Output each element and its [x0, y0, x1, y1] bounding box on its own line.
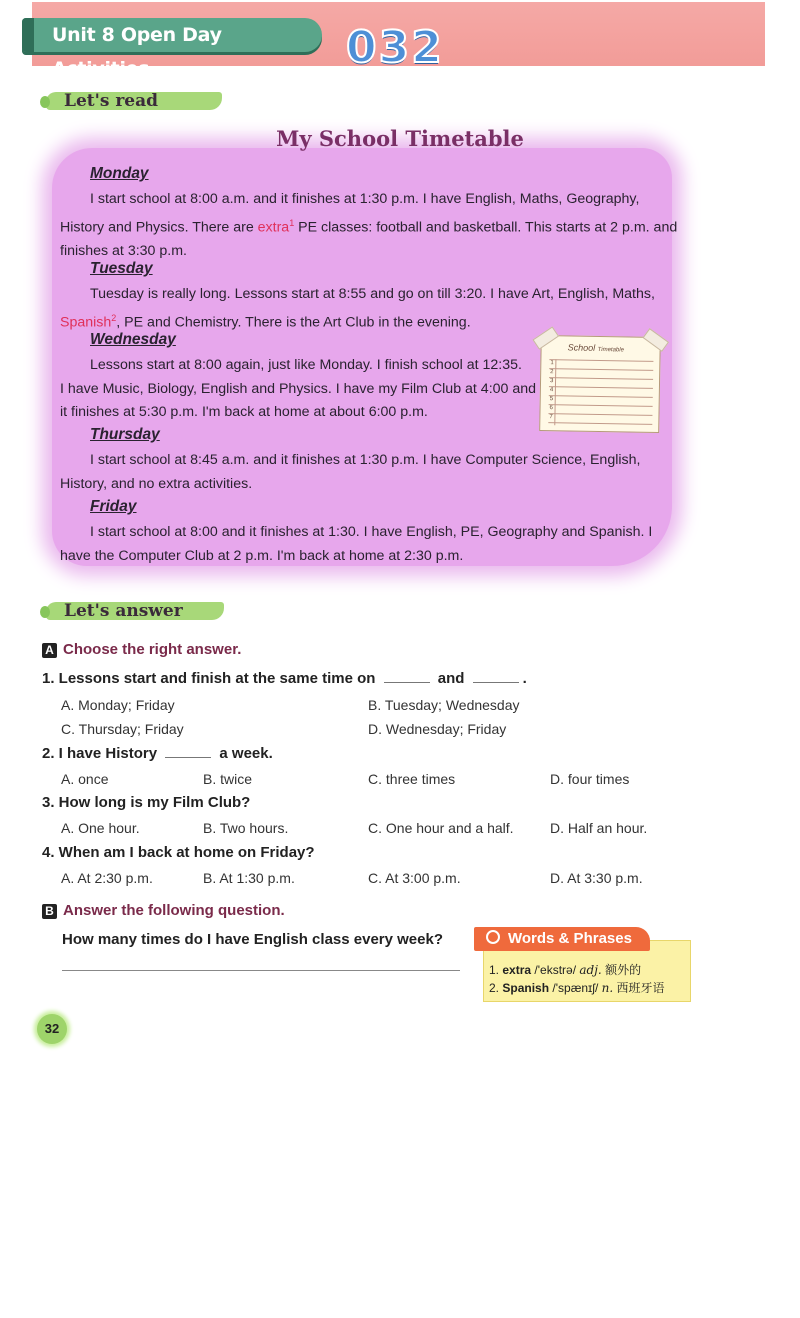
- note-title: School Timetable: [567, 342, 624, 354]
- lets-answer-label: Let's answer: [46, 600, 234, 622]
- paragraph-wednesday: Lessons start at 8:00 again, just like Monday. I finish school at 12:35. I have Music, Biology, English and Physics. I have my Film Club at 4:00 and it finishes at 5:30 p.m. I'm back at home at about 6:00 p.m.: [60, 357, 537, 420]
- option-1c[interactable]: C. Thursday; Friday: [61, 721, 184, 737]
- day-heading-monday: Monday: [90, 165, 149, 182]
- answer-line[interactable]: [62, 970, 460, 971]
- reading-title: My School Timetable: [276, 126, 524, 151]
- vocab-word-extra: extra: [257, 219, 290, 236]
- option-2c[interactable]: C. three times: [368, 771, 456, 787]
- option-3d[interactable]: D. Half an hour.: [550, 820, 648, 836]
- timetable-note-illustration: School Timetable 1 2 3 4 5 6 7: [539, 335, 661, 433]
- option-1b[interactable]: B. Tuesday; Wednesday: [368, 697, 520, 713]
- words-phrases-header: Words & Phrases: [474, 927, 650, 951]
- day-heading-friday: Friday: [90, 498, 137, 515]
- option-4a[interactable]: A. At 2:30 p.m.: [61, 870, 153, 886]
- option-4b[interactable]: B. At 1:30 p.m.: [203, 870, 295, 886]
- part-b-badge: B: [42, 904, 57, 919]
- answer-blank[interactable]: [165, 757, 211, 758]
- paragraph-thursday: I start school at 8:45 a.m. and it finishes at 1:30 p.m. I have Computer Science, English, History, and no extra activities.: [60, 452, 641, 492]
- option-3c[interactable]: C. One hour and a half.: [368, 820, 514, 836]
- question-3: 3. How long is my Film Club?: [42, 794, 251, 811]
- vocab-item-extra: 1. extra /'ekstrə/ adj. 额外的: [489, 963, 642, 977]
- answer-blank[interactable]: [473, 682, 519, 683]
- paragraph-monday: I start school at 8:00 a.m. and it finishes at 1:30 p.m. I have English, Maths, Geography, History and Physics. There are extra$^1$ PE classes: football and basketball. This starts at 2 p.m. and finishes at 3:30 p.m.: [60, 191, 678, 259]
- option-4d[interactable]: D. At 3:30 p.m.: [550, 870, 643, 886]
- day-heading-thursday: Thursday: [90, 426, 160, 443]
- vocab-item-spanish: 2. Spanish /'spænɪʃ/ n. 西班牙语: [489, 981, 665, 995]
- option-4c[interactable]: C. At 3:00 p.m.: [368, 870, 461, 886]
- option-3a[interactable]: A. One hour.: [61, 820, 140, 836]
- lets-read-label: Let's read: [46, 90, 234, 112]
- part-a-badge: A: [42, 643, 57, 658]
- question-4: 4. When am I back at home on Friday?: [42, 844, 315, 861]
- page-number-banner: 032: [346, 22, 444, 73]
- option-2a[interactable]: A. once: [61, 771, 109, 787]
- answer-blank[interactable]: [384, 682, 430, 683]
- part-a-instruction: A Choose the right answer.: [42, 641, 241, 658]
- option-2d[interactable]: D. four times: [550, 771, 630, 787]
- option-1a[interactable]: A. Monday; Friday: [61, 697, 175, 713]
- option-2b[interactable]: B. twice: [203, 771, 253, 787]
- question-1: 1. Lessons start and finish at the same time on and .: [42, 670, 527, 687]
- day-heading-tuesday: Tuesday: [90, 260, 153, 277]
- option-1d[interactable]: D. Wednesday; Friday: [368, 721, 507, 737]
- option-3b[interactable]: B. Two hours.: [203, 820, 289, 836]
- day-heading-wednesday: Wednesday: [90, 331, 176, 348]
- question-b: How many times do I have English class every week?: [62, 931, 443, 948]
- unit-title: Unit 8 Open Day Activities: [22, 18, 322, 52]
- paragraph-friday: I start school at 8:00 and it finishes at 1:30. I have English, PE, Geography and Spanish. I have the Computer Club at 2 p.m. I'm back at home at 2:30 p.m.: [60, 524, 653, 564]
- circle-icon: [486, 930, 500, 944]
- page-number: 32: [37, 1014, 67, 1044]
- vocab-word-spanish: Spanish: [60, 314, 112, 331]
- paragraph-tuesday: Tuesday is really long. Lessons start at 8:55 and go on till 3:20. I have Art, English, Maths, Spanish$^2$, PE and Chemistry. There is the Art Club in the evening.: [60, 286, 655, 331]
- question-2: 2. I have History a week.: [42, 745, 273, 762]
- part-b-instruction: B Answer the following question.: [42, 902, 285, 919]
